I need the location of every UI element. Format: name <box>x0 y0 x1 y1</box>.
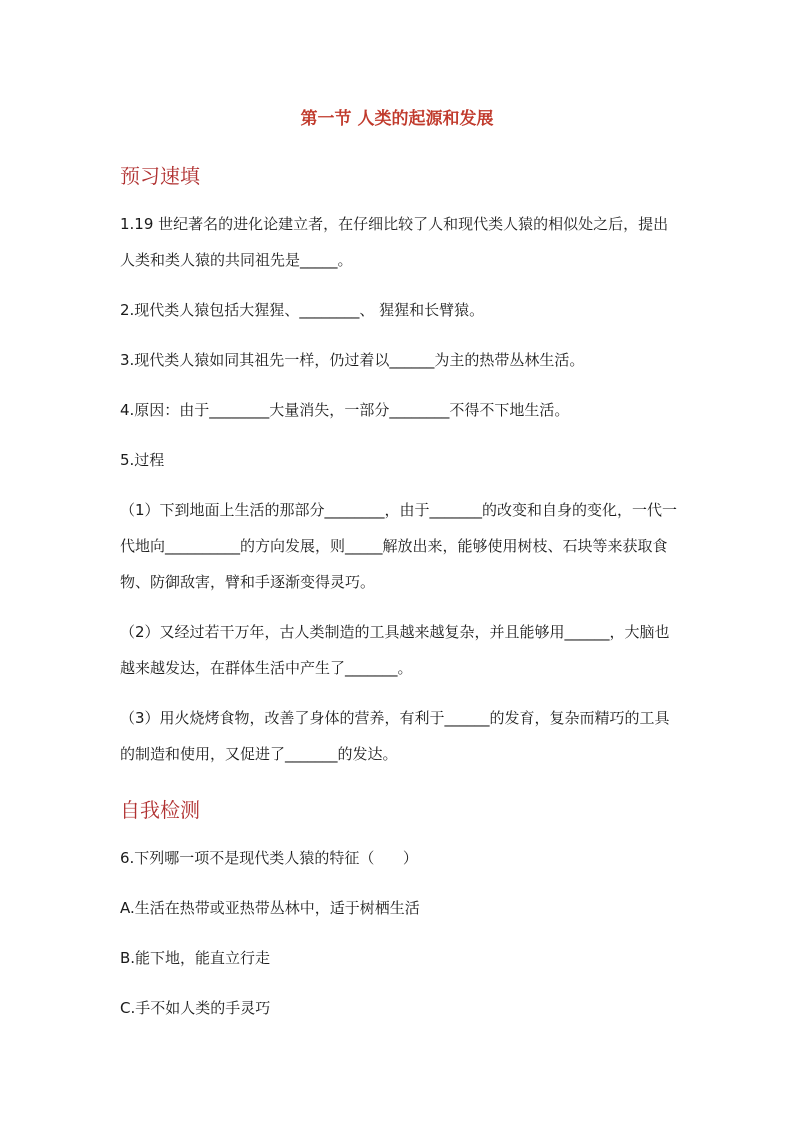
option-c: C.手不如人类的手灵巧 <box>120 999 271 1017</box>
option-a: A.生活在热带或亚热带丛林中，适于树栖生活 <box>120 899 420 917</box>
question-4: 4.原因：由于________大量消失，一部分________不得不下地生活。 <box>120 401 570 419</box>
question-1: 1.19 世纪著名的进化论建立者，在仔细比较了人和现代类人猿的相似处之后，提出人类和类人猿的共同祖先是_____。 <box>120 215 669 269</box>
question-5-part-2: （2）又经过若干万年，古人类制造的工具越来越复杂，并且能够用______，大脑也越来越发达，在群体生活中产生了_______。 <box>120 623 670 677</box>
page-title: 第一节 人类的起源和发展 <box>300 109 494 129</box>
section-heading-selfcheck: 自我检测 <box>120 798 200 822</box>
question-6: 6.下列哪一项不是现代类人猿的特征（ ） <box>120 849 418 867</box>
question-5: 5.过程 <box>120 451 165 469</box>
question-2: 2.现代类人猿包括大猩猩、________、 猩猩和长臂猿。 <box>120 301 485 319</box>
question-5-part-3: （3）用火烧烤食物，改善了身体的营养，有利于______的发育，复杂而精巧的工具的制造和使用，又促进了_______的发达。 <box>120 709 670 763</box>
option-b: B.能下地，能直立行走 <box>120 949 271 967</box>
question-3: 3.现代类人猿如同其祖先一样，仍过着以______为主的热带丛林生活。 <box>120 351 585 369</box>
section-heading-preview: 预习速填 <box>120 164 200 188</box>
question-5-part-1: （1）下到地面上生活的那部分________，由于_______的改变和自身的变化，一代一代地向__________的方向发展，则_____解放出来，能够使用树枝、石块等来获取食物、防御敌害，臂和手逐渐变得灵巧。 <box>120 501 678 591</box>
